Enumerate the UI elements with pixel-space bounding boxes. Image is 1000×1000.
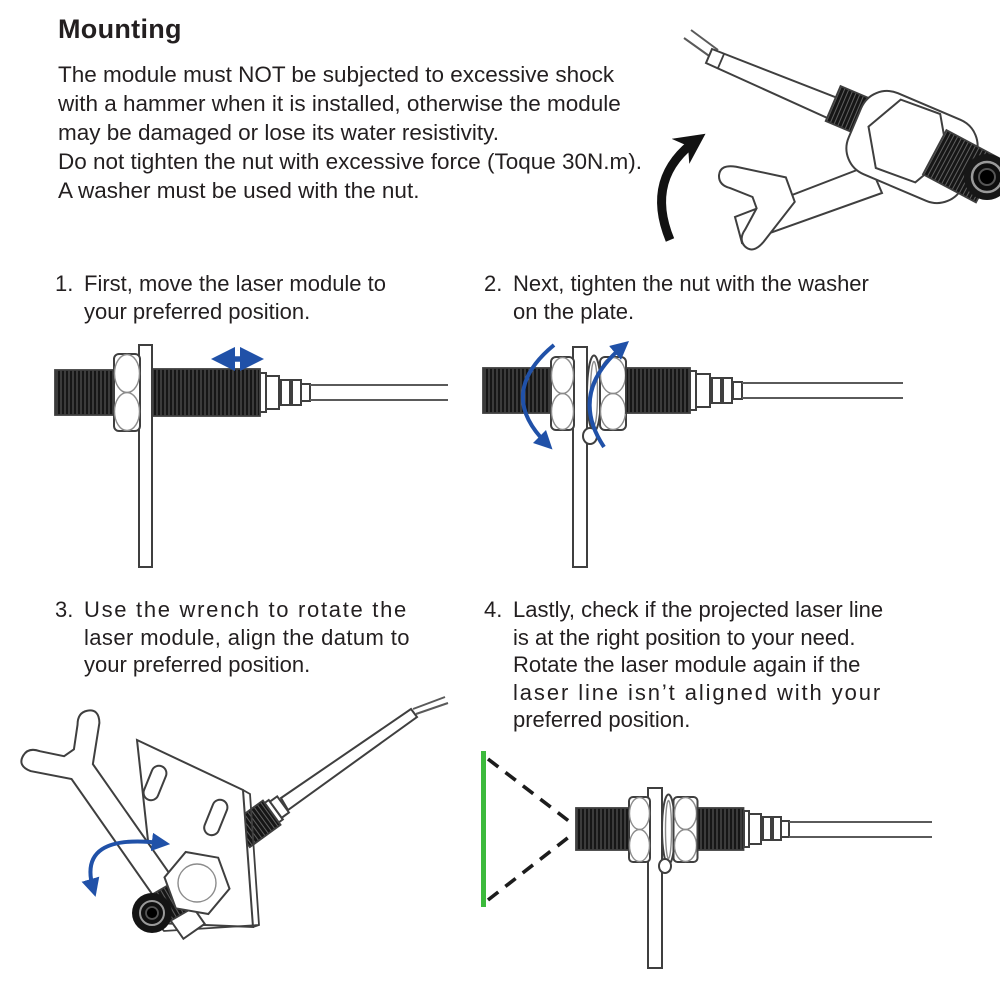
laser-aperture: [132, 893, 172, 933]
cable: [684, 30, 840, 121]
wrench-torque-illustration: [650, 5, 1000, 255]
cable-connector: [744, 811, 789, 847]
step-line: your preferred position.: [84, 652, 311, 677]
step-line: First, move the laser module to: [84, 271, 387, 296]
step-line: preferred position.: [513, 707, 691, 732]
laser-beam-dashed: [488, 759, 574, 825]
module-threads: [55, 370, 114, 415]
step-line: Rotate the laser module again if the: [513, 652, 861, 677]
step-line: on the plate.: [513, 298, 635, 324]
step-number: 1.: [55, 271, 74, 296]
rotate-arrow-icon: [662, 139, 698, 240]
step-3: [55, 596, 435, 679]
step-2: [484, 270, 934, 325]
hex-nut: [674, 797, 698, 862]
step1-slide-module-illustration: [30, 340, 450, 580]
cable-connector: [690, 371, 742, 410]
step-number: 3.: [55, 597, 74, 622]
step-number: 2.: [484, 271, 503, 296]
hex-nut: [629, 797, 650, 862]
page-title: Mounting: [58, 14, 182, 44]
step-line: Next, tighten the nut with the washer: [513, 271, 869, 296]
mounting-plate: [573, 347, 587, 567]
intro-line: may be damaged or lose its water resistivity.: [58, 120, 500, 145]
step-4: [484, 596, 924, 734]
step-line: your preferred position.: [84, 298, 311, 324]
step2-tighten-nut-illustration: [470, 335, 970, 575]
intro-paragraph: [58, 60, 642, 205]
cable: [742, 383, 903, 398]
cable-connector: [260, 373, 310, 412]
module-threads: [698, 808, 744, 850]
module-threads: [483, 368, 551, 413]
intro-line: A washer must be used with the nut.: [58, 178, 420, 203]
laser-beam-dashed: [488, 833, 574, 900]
step-line: laser line isn’t aligned with your: [513, 679, 883, 705]
module-threads: [576, 808, 629, 850]
module-threads: [626, 368, 690, 413]
intro-line: The module must NOT be subjected to excessive shock: [58, 62, 615, 87]
step-line: laser module, align the datum to: [84, 624, 410, 650]
step-line: Lastly, check if the projected laser line: [513, 597, 884, 622]
step-line: Use the wrench to rotate the: [84, 597, 408, 622]
module-threads: [152, 369, 260, 416]
intro-line: Do not tighten the nut with excessive force (Toque 30N.m).: [58, 149, 643, 174]
step4-laser-line-illustration: [470, 740, 940, 990]
step-1: [55, 270, 435, 325]
cable: [789, 822, 932, 837]
step-line: is at the right position to your need.: [513, 624, 856, 650]
hex-nut: [114, 354, 140, 431]
intro-line: with a hammer when it is installed, otherwise the module: [58, 91, 621, 116]
step3-wrench-rotate-illustration: [15, 695, 455, 995]
cable: [310, 385, 448, 400]
cable: [281, 697, 448, 810]
step-number: 4.: [484, 597, 503, 622]
hex-nut: [551, 357, 574, 430]
